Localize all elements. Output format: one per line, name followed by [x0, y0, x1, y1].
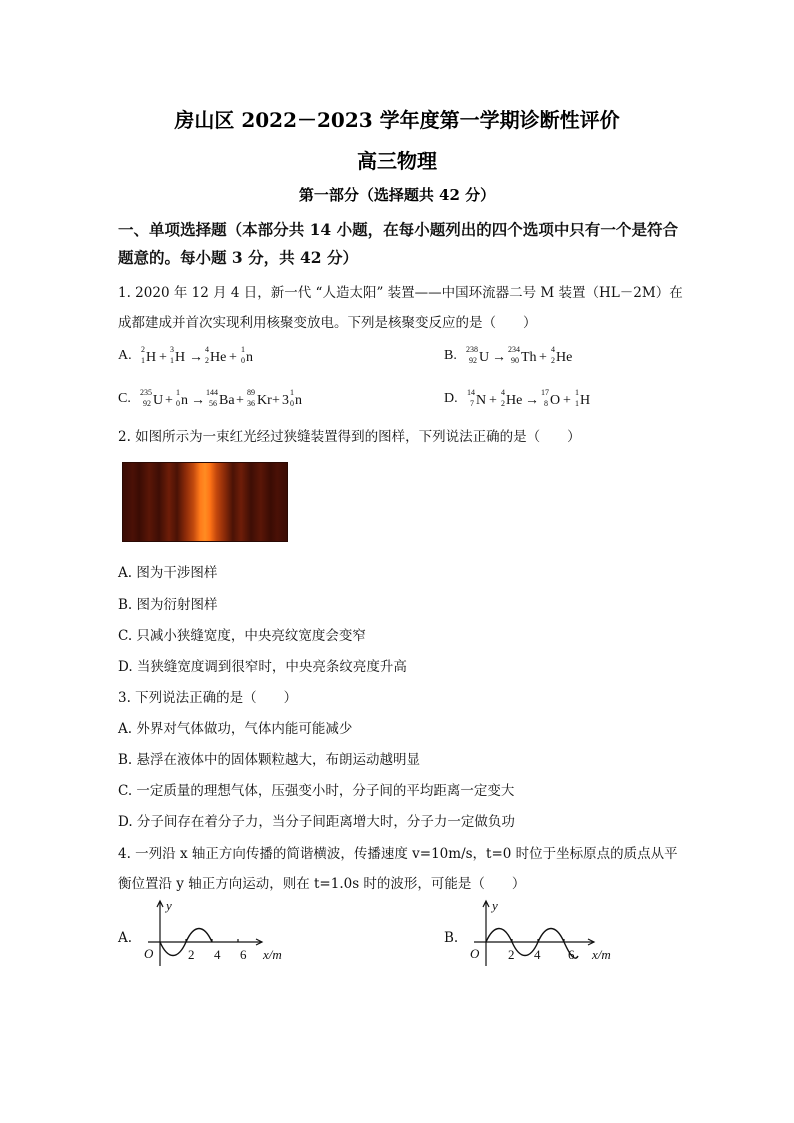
- q1-option-a: [118, 343, 295, 369]
- exam-subject: 高三物理: [357, 149, 437, 173]
- svg-text:4: 4: [551, 345, 556, 354]
- q4-line-1: 4. 一列沿 x 轴正方向传播的简谐横波，传播速度 v=10m/s，t=0 时位于坐标原点的质点从平: [118, 846, 678, 862]
- q1-option-c-equation: [134, 386, 374, 412]
- x-axis-label: x/m: [592, 947, 611, 962]
- svg-text:N: N: [476, 393, 487, 408]
- svg-text:2: 2: [501, 399, 506, 408]
- part-heading: 第一部分（选择题共 42 分）: [298, 186, 496, 204]
- q3-stem: 3. 下列说法正确的是（ ）: [118, 690, 298, 706]
- svg-text:90: 90: [511, 356, 520, 365]
- q4-line-2: 衡位置沿 y 轴正方向运动，则在 t=1.0s 时的波形，可能是（ ）: [118, 876, 526, 892]
- svg-text:0: 0: [241, 356, 246, 365]
- svg-text:1: 1: [241, 345, 246, 354]
- q2-option-c: C. 只减小狭缝宽度，中央亮纹宽度会变窄: [118, 628, 366, 644]
- diffraction-pattern-image: [122, 462, 288, 542]
- section-heading: 一、单项选择题（本部分共 14 小题，在每小题列出的四个选项中只有一个是符合题意的。每小题 3 分，共 42 分）: [118, 220, 678, 267]
- svg-text:+: +: [165, 393, 174, 408]
- svg-text:+: +: [229, 350, 238, 365]
- q2-stem: 2. 如图所示为一束红光经过狭缝装置得到的图样，下列说法正确的是（ ）: [118, 429, 581, 445]
- svg-text:235: 235: [140, 388, 153, 397]
- svg-text:92: 92: [143, 399, 152, 408]
- svg-text:+: +: [272, 393, 281, 408]
- svg-text:7: 7: [470, 399, 475, 408]
- q1-line-2: 成都建成并首次实现利用核聚变放电。下列是核聚变反应的是（ ）: [118, 315, 537, 331]
- svg-text:H: H: [580, 393, 591, 408]
- wave-curve: [486, 929, 578, 959]
- tick-6: 6: [240, 947, 247, 962]
- q4-option-b-label: B.: [444, 930, 459, 946]
- svg-text:3: 3: [170, 345, 175, 354]
- q4-option-a-graph: [138, 898, 288, 970]
- svg-text:92: 92: [469, 356, 478, 365]
- x-axis-label: x/m: [263, 947, 282, 962]
- origin-label: O: [470, 946, 480, 961]
- y-axis-label: y: [166, 898, 172, 913]
- q3-option-d: D. 分子间存在着分子力，当分子间距离增大时，分子力一定做负功: [118, 814, 515, 830]
- q2-option-a: A. 图为干涉图样: [118, 565, 218, 581]
- q1-line-1: 1. 2020 年 12 月 4 日，新一代 “人造太阳” 装置——中国环流器二号 M 装置（HL－2M）在: [118, 285, 683, 301]
- q1-option-c: [118, 386, 374, 412]
- svg-text:H: H: [146, 350, 157, 365]
- svg-text:H: H: [175, 350, 186, 365]
- svg-text:1: 1: [290, 388, 295, 397]
- svg-text:89: 89: [247, 388, 256, 397]
- svg-text:He: He: [210, 350, 227, 365]
- svg-text:+: +: [563, 393, 572, 408]
- svg-text:4: 4: [501, 388, 506, 397]
- svg-text:Th: Th: [521, 350, 537, 365]
- svg-text:n: n: [181, 393, 189, 408]
- q1-option-b-label: B.: [444, 348, 457, 364]
- q4-option-a-label: A.: [118, 930, 133, 946]
- svg-text:1: 1: [170, 356, 175, 365]
- svg-text:1: 1: [575, 388, 580, 397]
- q1-option-c-label: C.: [118, 391, 131, 407]
- q1-option-b-equation: [460, 343, 630, 369]
- q1-option-d-equation: [461, 386, 631, 412]
- svg-text:→: →: [525, 393, 540, 408]
- svg-text:8: 8: [544, 399, 549, 408]
- svg-text:1: 1: [176, 388, 181, 397]
- svg-text:+: +: [489, 393, 498, 408]
- svg-text:Kr: Kr: [257, 393, 273, 408]
- q2-option-d: D. 当狭缝宽度调到很窄时，中央亮条纹亮度升高: [118, 659, 407, 675]
- svg-text:He: He: [506, 393, 523, 408]
- exam-title: 房山区 2022－2023 学年度第一学期诊断性评价: [174, 108, 620, 132]
- svg-text:4: 4: [205, 345, 210, 354]
- svg-text:2: 2: [141, 345, 146, 354]
- svg-text:14: 14: [467, 388, 476, 397]
- svg-text:0: 0: [176, 399, 181, 408]
- svg-text:238: 238: [466, 345, 479, 354]
- svg-text:1: 1: [141, 356, 146, 365]
- svg-text:2: 2: [551, 356, 556, 365]
- svg-text:He: He: [556, 350, 573, 365]
- svg-text:1: 1: [575, 399, 580, 408]
- q1-option-b: [444, 343, 630, 369]
- tick-4: 4: [214, 947, 221, 962]
- q3-option-b: B. 悬浮在液体中的固体颗粒越大，布朗运动越明显: [118, 752, 421, 768]
- q1-option-d-label: D.: [444, 391, 458, 407]
- tick-6: 6: [568, 947, 575, 962]
- q3-option-a: A. 外界对气体做功，气体内能可能减少: [118, 721, 353, 737]
- svg-text:n: n: [246, 350, 254, 365]
- tick-2: 2: [508, 947, 515, 962]
- svg-text:→: →: [191, 393, 206, 408]
- svg-text:+: +: [539, 350, 548, 365]
- origin-label: O: [144, 946, 154, 961]
- svg-text:0: 0: [290, 399, 295, 408]
- svg-text:n: n: [295, 393, 303, 408]
- svg-text:O: O: [550, 393, 561, 408]
- q2-option-b: B. 图为衍射图样: [118, 597, 218, 613]
- svg-text:234: 234: [508, 345, 521, 354]
- tick-2: 2: [188, 947, 195, 962]
- svg-text:+: +: [159, 350, 168, 365]
- q3-option-c: C. 一定质量的理想气体，压强变小时，分子间的平均距离一定变大: [118, 783, 515, 799]
- y-axis-label: y: [492, 898, 498, 913]
- svg-text:36: 36: [247, 399, 256, 408]
- svg-text:2: 2: [205, 356, 210, 365]
- svg-text:144: 144: [206, 388, 219, 397]
- svg-text:56: 56: [209, 399, 218, 408]
- svg-text:U: U: [153, 393, 164, 408]
- svg-text:→: →: [492, 350, 507, 365]
- q1-option-d: [444, 386, 631, 412]
- q1-option-a-equation: [135, 343, 295, 369]
- svg-text:+: +: [236, 393, 245, 408]
- q4-option-b-graph: [464, 898, 624, 970]
- svg-text:→: →: [189, 350, 204, 365]
- tick-4: 4: [534, 947, 541, 962]
- svg-text:17: 17: [541, 388, 550, 397]
- svg-text:Ba: Ba: [219, 393, 235, 408]
- svg-text:3: 3: [282, 393, 290, 408]
- q1-option-a-label: A.: [118, 348, 132, 364]
- svg-text:U: U: [479, 350, 490, 365]
